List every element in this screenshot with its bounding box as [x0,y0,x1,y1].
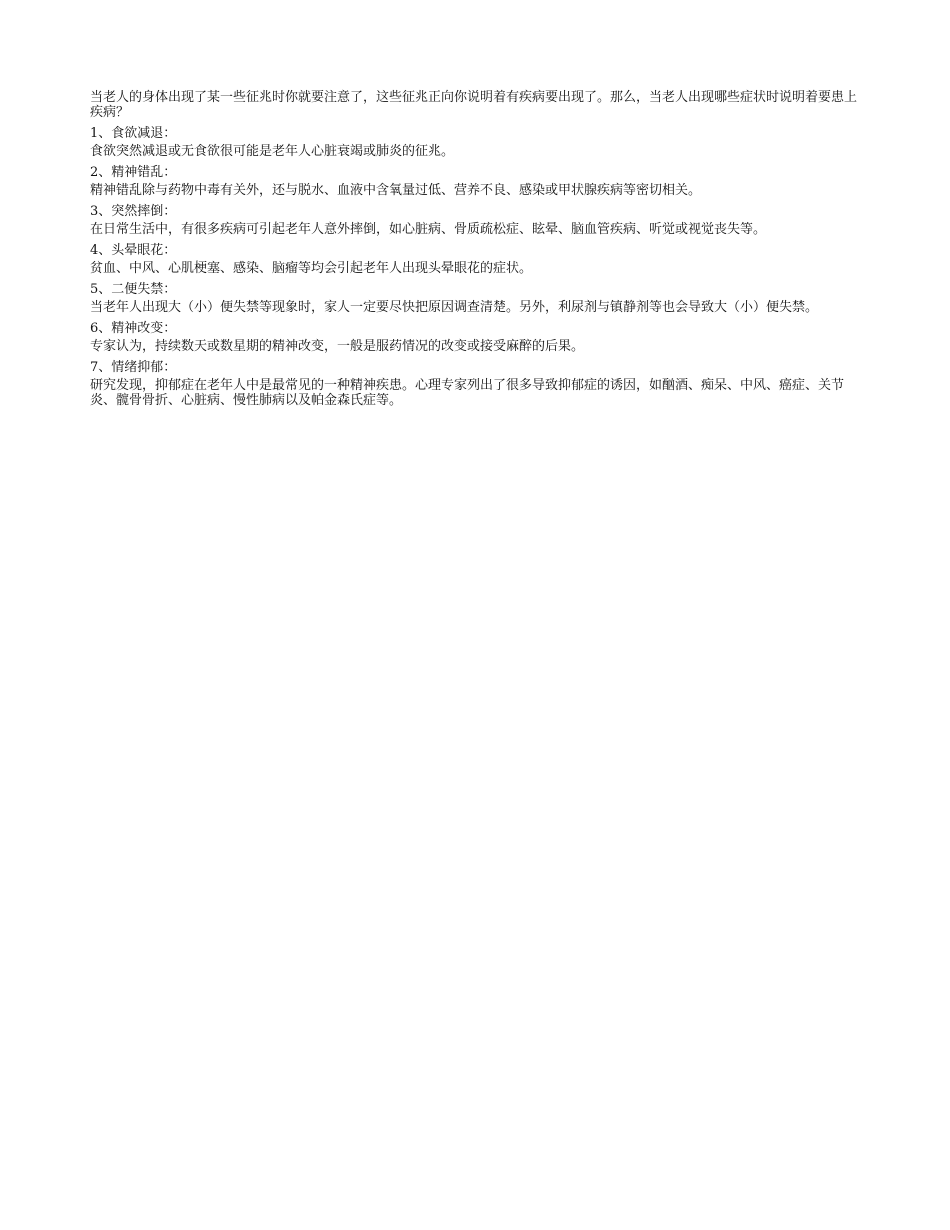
section-heading-1: 1、食欲减退： [90,126,177,141]
section-heading-6: 6、精神改变： [90,321,177,336]
section-body-5: 当老年人出现大（小）便失禁等现象时，家人一定要尽快把原因调查清楚。另外，利尿剂与镇静剂等也会导致大（小）便失禁。 [90,300,819,315]
section-body-1: 食欲突然减退或无食欲很可能是老年人心脏衰竭或肺炎的征兆。 [90,144,455,159]
section-body-2: 精神错乱除与药物中毒有关外，还与脱水、血液中含氧量过低、营养不良、感染或甲状腺疾病等密切相关。 [90,183,702,198]
section-heading-5: 5、二便失禁： [90,282,177,297]
section-body-6: 专家认为，持续数天或数星期的精神改变，一般是服药情况的改变或接受麻醉的后果。 [90,339,585,354]
section-body-7: 研究发现，抑郁症在老年人中是最常见的一种精神疾患。心理专家列出了很多导致抑郁症的诱因，如酗酒、痴呆、中风、癌症、关节炎、髋骨骨折、心脏病、慢性肺病以及帕金森氏症等。 [90,378,845,408]
section-heading-3: 3、突然摔倒： [90,204,177,219]
section-body-3: 在日常生活中，有很多疾病可引起老年人意外摔倒，如心脏病、骨质疏松症、眩晕、脑血管疾病、听觉或视觉丧失等。 [90,222,767,237]
section-heading-2: 2、精神错乱： [90,165,177,180]
section-body-4: 贫血、中风、心肌梗塞、感染、脑瘤等均会引起老年人出现头晕眼花的症状。 [90,261,533,276]
document-body [90,90,865,414]
intro-paragraph: 当老人的身体出现了某一些征兆时你就要注意了，这些征兆正向你说明着有疾病要出现了。那么，当老人出现哪些症状时说明着要患上疾病？ [90,90,858,120]
section-heading-4: 4、头晕眼花： [90,243,177,258]
section-heading-7: 7、情绪抑郁： [90,360,177,375]
